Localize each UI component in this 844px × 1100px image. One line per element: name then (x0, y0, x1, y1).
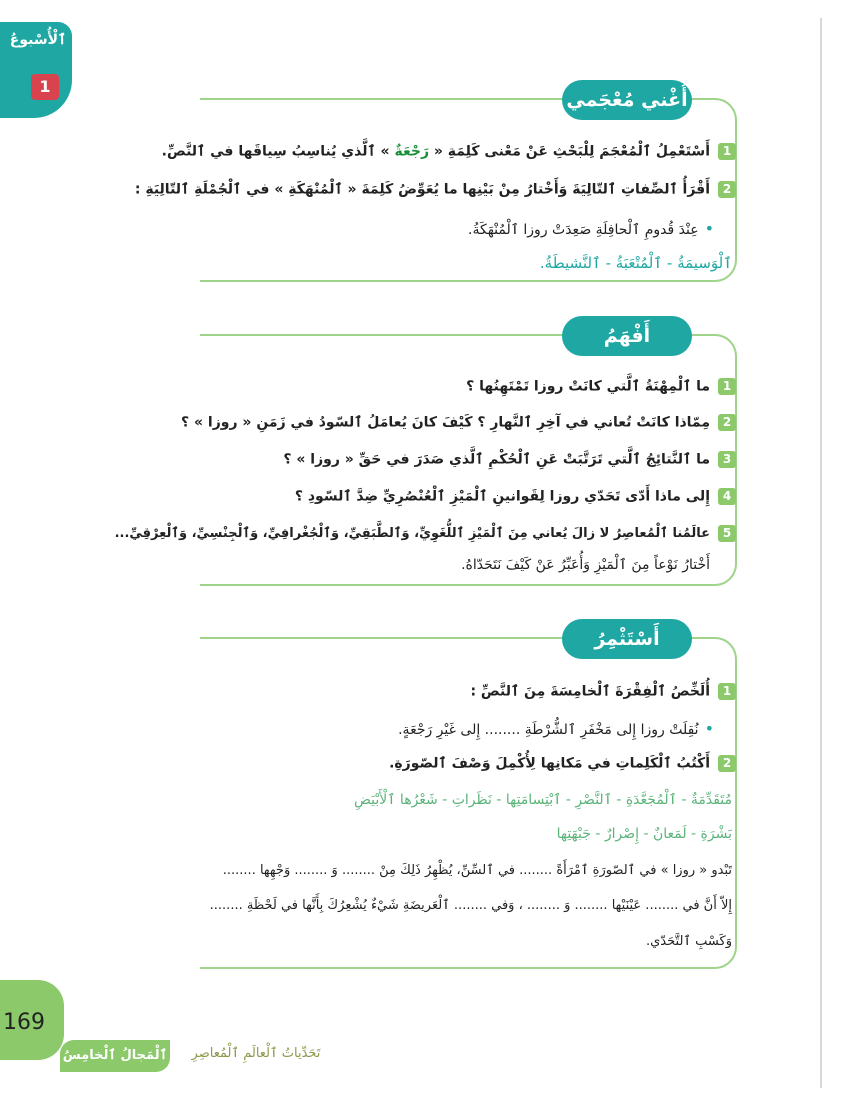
understand-item-4 (295, 488, 736, 505)
item-text: إِلى ماذا أَدّى تَحَدّي روزا لِقَوانينِ ٱلْمَيْزِ ٱلْعُنْصُرِيِّ ضِدَّ ٱلسّودِ ؟ (294, 488, 710, 505)
example-sentence: عِنْدَ قُدومِ ٱلْحافِلَةِ صَعِدَتْ روزا ٱلْمُنْهَكَةُ. (468, 222, 699, 238)
invest-paragraph-line-3: وَكَسْبِ ٱلتَّحَدّي. (646, 934, 732, 949)
item-number: 2 (718, 414, 736, 431)
item-text: أَسْتَعْمِلُ ٱلْمُعْجَمَ لِلْبَحْثِ عَنْ مَعْنى كَلِمَةِ « (429, 143, 710, 160)
summary-sentence: نُقِلَتْ روزا إِلى مَخْفَرِ ٱلشُّرْطَةِ ........ إِلى غَيْرِ رَجْعَةٍ. (398, 722, 699, 738)
bullet-icon: • (704, 719, 714, 738)
invest-word-bank-1: مُتَقَدِّمَةٌ - ٱلْمُجَعَّدَةِ - ٱلنَّصْرِ - ٱبْتِسامَتِها - نَظَراتِ - شَعْرُها ٱلْأَبْيَضِ (354, 792, 732, 808)
dictionary-example (468, 219, 714, 238)
understand-item-2 (181, 414, 736, 431)
item-text: عالَمُنا ٱلْمُعاصِرُ لا زالَ يُعاني مِنَ ٱلْمَيْزِ ٱللُّغَوِيِّ، وَٱلطَّبَقِيِّ، وَٱلْجُغْرافِيِّ، وَٱلْجِنْسِيِّ، وَٱلْعِرْقِيِّ... (114, 526, 710, 541)
invest-item-2 (389, 755, 736, 772)
item-number: 1 (718, 683, 736, 700)
bullet-icon: • (704, 219, 714, 238)
week-label: ٱلْأُسْبوعُ (9, 32, 67, 48)
item-text: أُلَخِّصُ ٱلْفِقْرَةَ ٱلْخامِسَةَ مِنَ ٱلنَّصِّ : (470, 683, 710, 700)
page-edge (820, 18, 822, 1088)
item-number: 1 (718, 143, 736, 160)
invest-word-bank-2: بَشْرَةِ - لَمَعانٌ - إِصْرارٌ - جَبْهَتِها (556, 826, 732, 842)
dictionary-section-title: أُغْني مُعْجَمي (562, 80, 692, 120)
invest-paragraph-line-1: تَبْدو « روزا » في ٱلصّورَةِ ٱمْرَأَةً ........ في ٱلسِّنِّ، يُظْهِرُ ذَلِكَ مِنْ ........ وَ ........ وَجْهِها ........ (222, 863, 732, 878)
footer-title: تَحَدِّياتُ ٱلْعالَمِ ٱلْمُعاصِرِ (191, 1046, 321, 1061)
understand-section-title: أَفْهَمُ (562, 316, 692, 356)
item-text: مِمّاذا كانَتْ تُعاني في آخِرِ ٱلنَّهارِ ؟ كَيْفَ كانَ يُعامَلُ ٱلسّودُ في زَمَنِ « روزا » ؟ (181, 414, 710, 431)
item-text: أَقْرَأُ ٱلصِّفاتِ ٱلتّالِيَةَ وَأَخْتارُ مِنْ بَيْنِها ما يُعَوِّضُ كَلِمَةَ « ٱلْمُنْهَكَةِ » في ٱلْجُمْلَةِ ٱلتّالِيَةِ : (134, 181, 710, 198)
item-text: ما ٱلْمِهْنَةُ ٱلَّتي كانَتْ روزا تَمْتَهِنُها ؟ (466, 378, 710, 395)
item-number: 2 (718, 181, 736, 198)
invest-item-1 (470, 683, 736, 700)
item-number: 5 (718, 525, 736, 542)
understand-item-5-cont: أَخْتارُ نَوْعاً مِنَ ٱلْمَيْزِ وَأُعَبِّرُ عَنْ كَيْفَ نَتَحَدّاهُ. (461, 557, 710, 573)
dictionary-item-2 (135, 181, 736, 198)
item-text: ما ٱلنَّتائِجُ ٱلَّتي تَرَتَّبَتْ عَنِ ٱلْحُكْمِ ٱلَّذي صَدَرَ في حَقِّ « روزا » ؟ (283, 451, 710, 468)
invest-summary-line (398, 719, 714, 738)
week-badge (0, 22, 72, 118)
domain-badge: ٱلْمَجالُ ٱلْخامِسُ (60, 1040, 170, 1072)
dictionary-options: ٱلْوَسيمَةُ - ٱلْمُتْعَبَةُ - ٱلنَّشيطَةُ. (539, 254, 732, 272)
item-number: 4 (718, 488, 736, 505)
dictionary-item-1 (162, 143, 736, 160)
item-text: أَكْتُبُ ٱلْكَلِماتِ في مَكانِها لِأُكْمِلَ وَصْفَ ٱلصّورَةِ. (389, 755, 710, 772)
week-number: 1 (31, 74, 59, 100)
invest-section-title: أَسْتَثْمِرُ (562, 619, 692, 659)
item-number: 1 (718, 378, 736, 395)
item-text-end: » ٱلَّذي يُناسِبُ سِياقَها في ٱلنَّصِّ. (161, 143, 395, 160)
item-number: 2 (718, 755, 736, 772)
item-number: 3 (718, 451, 736, 468)
keyword: رَجْعَةٌ (394, 143, 430, 160)
understand-item-1 (466, 378, 736, 395)
understand-item-3 (283, 451, 736, 468)
page-number: 169 (3, 1010, 45, 1035)
understand-item-5 (115, 525, 736, 542)
invest-paragraph-line-2: إِلاّ أَنَّ في ........ عَيْنَيْها ........ وَ ........ ، وَفي ........ ٱلْعَريضَةِ شَيْءٌ يُشْعِرُكَ بِأَنَّها في لَحْظَةِ ........ (209, 898, 732, 913)
